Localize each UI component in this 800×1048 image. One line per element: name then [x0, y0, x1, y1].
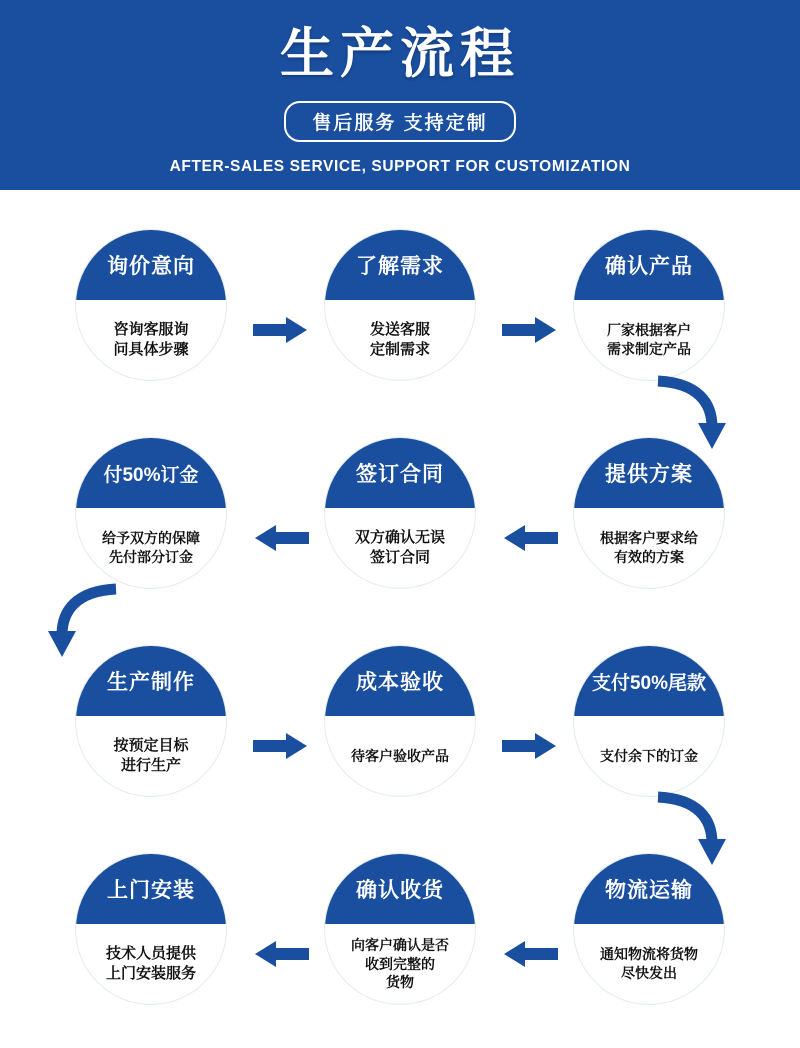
flow-node-confirm-receipt-body — [325, 924, 475, 1004]
flow-node-confirm-receipt-desc: 向客户确认是否 收到完整的 货物 — [351, 936, 449, 991]
flow-node-provide-plan — [574, 438, 724, 588]
flow-node-logistics-header — [574, 854, 724, 924]
arrow-sign-contract-to-deposit — [253, 523, 309, 553]
flow-node-installation-desc: 技术人员提供 上门安装服务 — [105, 944, 196, 982]
flow-node-cost-check-body — [325, 716, 475, 796]
flow-node-final-payment-title: 支付50%尾款 — [591, 672, 707, 694]
flow-node-inquiry-body — [76, 300, 226, 380]
flow-node-logistics-title: 物流运输 — [605, 879, 693, 902]
page-title: 生产流程 — [280, 24, 520, 84]
flow-node-provide-plan-title: 提供方案 — [605, 463, 693, 486]
flow-node-production — [76, 646, 226, 796]
flow-node-sign-contract-header — [325, 438, 475, 508]
flow-node-final-payment-header — [574, 646, 724, 716]
flow-node-production-desc: 按预定目标 进行生产 — [113, 736, 189, 774]
flow-node-requirements-title: 了解需求 — [356, 255, 444, 278]
flow-node-inquiry — [76, 230, 226, 380]
flow-node-requirements-desc: 发送客服 定制需求 — [369, 320, 430, 358]
arrow-production-to-cost-check — [253, 731, 309, 761]
flow-node-cost-check-header — [325, 646, 475, 716]
flow-node-confirm-product-header — [574, 230, 724, 300]
flow-node-deposit-title: 付50%订金 — [103, 464, 199, 486]
flow-node-production-title: 生产制作 — [107, 671, 195, 694]
flow-node-confirm-receipt — [325, 854, 475, 1004]
flow-node-cost-check — [325, 646, 475, 796]
flow-node-cost-check-desc: 待客户验收产品 — [351, 747, 449, 764]
flow-node-inquiry-title: 询价意向 — [107, 255, 195, 278]
flow-node-provide-plan-header — [574, 438, 724, 508]
flow-node-sign-contract-title: 签订合同 — [356, 463, 444, 486]
flow-node-logistics-body — [574, 924, 724, 1004]
flow-node-confirm-receipt-header — [325, 854, 475, 924]
flow-node-confirm-receipt-title: 确认收货 — [356, 879, 444, 902]
flow-node-confirm-product-desc: 厂家根据客户 需求制定产品 — [607, 322, 691, 357]
flow-node-inquiry-header — [76, 230, 226, 300]
arrow-cost-check-to-final-payment — [502, 731, 558, 761]
flow-node-deposit-body — [76, 508, 226, 588]
flow-node-installation-header — [76, 854, 226, 924]
flow-node-confirm-product-title: 确认产品 — [605, 255, 693, 278]
page-subtitle: AFTER-SALES SERVICE, SUPPORT FOR CUSTOMIZATION — [169, 157, 631, 175]
flow-node-deposit-header — [76, 438, 226, 508]
flow-node-confirm-product — [574, 230, 724, 380]
arrow-inquiry-to-requirements — [253, 315, 309, 345]
flow-node-final-payment — [574, 646, 724, 796]
flow-node-requirements — [325, 230, 475, 380]
flow-node-confirm-product-body — [574, 300, 724, 380]
arrow-confirm-receipt-to-installation — [253, 939, 309, 969]
flow-node-provide-plan-desc: 根据客户要求给 有效的方案 — [600, 530, 698, 565]
flow-node-final-payment-body — [574, 716, 724, 796]
flow-node-installation-title: 上门安装 — [107, 879, 195, 902]
flow-node-logistics-desc: 通知物流将货物 尽快发出 — [600, 946, 698, 981]
page-header — [0, 0, 800, 190]
arrow-requirements-to-confirm-product — [502, 315, 558, 345]
flow-node-production-header — [76, 646, 226, 716]
flow-node-deposit-desc: 给予双方的保障 先付部分订金 — [102, 530, 200, 565]
flow-node-sign-contract — [325, 438, 475, 588]
flow-node-final-payment-desc: 支付余下的订金 — [600, 747, 698, 764]
flow-node-logistics — [574, 854, 724, 1004]
arrow-provide-plan-to-sign-contract — [502, 523, 558, 553]
process-flow-diagram — [0, 190, 800, 1048]
flow-node-installation — [76, 854, 226, 1004]
flow-node-deposit — [76, 438, 226, 588]
flow-node-cost-check-title: 成本验收 — [356, 671, 444, 694]
flow-node-installation-body — [76, 924, 226, 1004]
flow-node-requirements-header — [325, 230, 475, 300]
flow-node-sign-contract-body — [325, 508, 475, 588]
flow-node-provide-plan-body — [574, 508, 724, 588]
flow-node-sign-contract-desc: 双方确认无误 签订合同 — [354, 528, 445, 566]
flow-node-requirements-body — [325, 300, 475, 380]
service-badge: 售后服务 支持定制 — [284, 101, 515, 142]
arrow-logistics-to-confirm-receipt — [502, 939, 558, 969]
flow-node-inquiry-desc: 咨询客服询 问具体步骤 — [113, 320, 189, 358]
flow-node-production-body — [76, 716, 226, 796]
